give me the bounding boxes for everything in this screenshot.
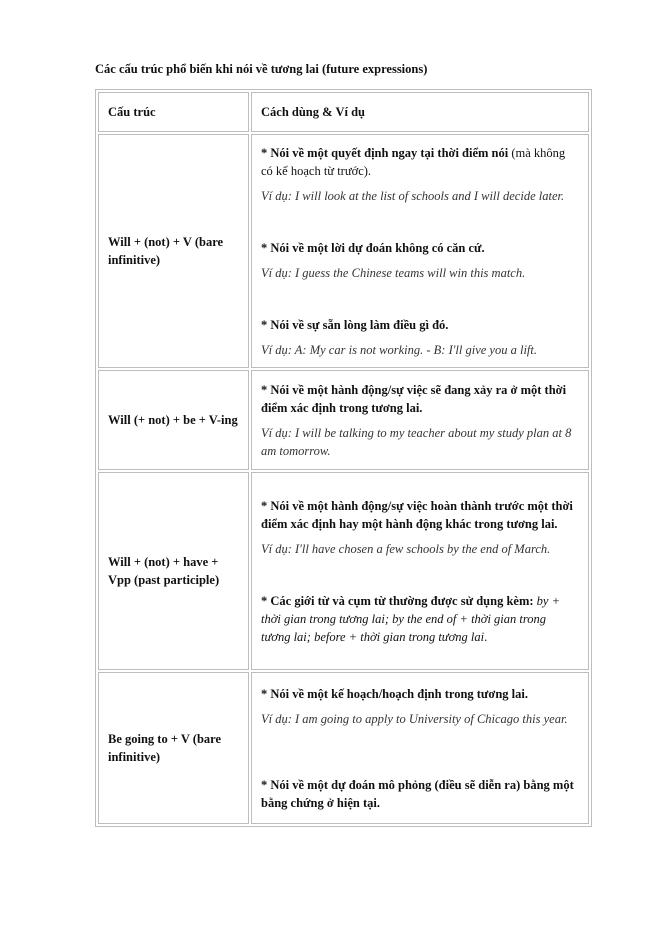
table-row bbox=[98, 672, 589, 824]
usage-italic: ; by the end of + thời gian trong tương lai bbox=[261, 611, 547, 644]
table-row bbox=[98, 472, 589, 670]
usage-italic: ; before + thời gian trong tương lai bbox=[306, 629, 485, 644]
usage-cell bbox=[251, 472, 589, 670]
structure-cell: Will + (not) + V (bare infinitive) bbox=[98, 134, 249, 368]
usage-end: . bbox=[484, 629, 488, 644]
header-usage: Cách dùng & Ví dụ bbox=[251, 92, 589, 132]
usage-bold: * Các giới từ và cụm từ thường được sử dụng kèm: bbox=[261, 593, 534, 608]
example-text: Ví dụ: I will be talking to my teacher about my study plan at 8 am tomorrow. bbox=[261, 425, 572, 458]
usage-bold: * Nói về một quyết định ngay tại thời điểm nói bbox=[261, 145, 509, 160]
example-text: Ví dụ: A: My car is not working. - B: I'll give you a lift. bbox=[261, 342, 538, 357]
usage-text: * Nói về sự sẵn lòng làm điều gì đó. bbox=[261, 317, 449, 332]
structure-cell: Will + (not) + have + Vpp (past participle) bbox=[98, 472, 249, 670]
table-row bbox=[98, 134, 589, 368]
structure-cell: Will (+ not) + be + V-ing bbox=[98, 370, 249, 470]
future-expressions-table bbox=[95, 89, 592, 827]
page-title: Các cấu trúc phổ biến khi nói về tương lai (future expressions) bbox=[95, 62, 428, 76]
usage-text: * Nói về một hành động/sự việc sẽ đang xảy ra ở một thời điểm xác định trong tương lai. bbox=[261, 382, 567, 415]
structure-cell: Be going to + V (bare infinitive) bbox=[98, 672, 249, 824]
example-text: Ví dụ: I'll have chosen a few schools by the end of March. bbox=[261, 541, 551, 556]
header-structure: Cấu trúc bbox=[98, 92, 249, 132]
usage-cell bbox=[251, 672, 589, 824]
usage-text bbox=[261, 592, 578, 646]
usage-text: * Nói về một hành động/sự việc hoàn thành trước một thời điểm xác định hay một hành động khác trong tương lai. bbox=[261, 498, 573, 531]
example-text: Ví dụ: I am going to apply to University of Chicago this year. bbox=[261, 711, 568, 726]
example-text: Ví dụ: I guess the Chinese teams will win this match. bbox=[261, 265, 526, 280]
usage-text: * Nói về một kế hoạch/hoạch định trong tương lai. bbox=[261, 686, 528, 701]
example-text: Ví dụ: I will look at the list of schools and I will decide later. bbox=[261, 188, 565, 203]
usage-rest: (mà không có kế hoạch từ trước). bbox=[261, 145, 566, 178]
usage-cell bbox=[251, 134, 589, 368]
usage-text: * Nói về một lời dự đoán không có căn cứ. bbox=[261, 240, 485, 255]
table-row bbox=[98, 370, 589, 470]
table-header-row bbox=[98, 92, 589, 132]
usage-text bbox=[261, 144, 578, 180]
usage-italic: by + thời gian trong tương lai bbox=[261, 593, 561, 626]
usage-cell bbox=[251, 370, 589, 470]
usage-text: * Nói về một dự đoán mô phỏng (điều sẽ diễn ra) bằng một bằng chứng ở hiện tại. bbox=[261, 777, 574, 810]
